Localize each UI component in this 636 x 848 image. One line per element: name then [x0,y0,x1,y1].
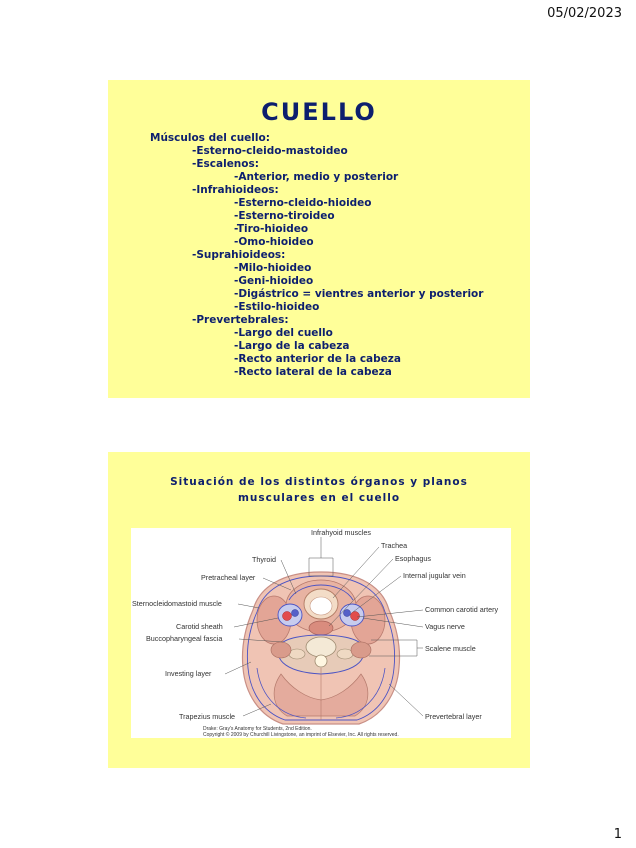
sub-list-item: -Esterno-cleido-hioideo [234,197,372,209]
slide-situacion [108,452,530,768]
list-item: -Infrahioideos: [192,184,279,196]
section-heading: Músculos del cuello: [150,132,270,144]
label-vagus-nerve: Vagus nerve [425,622,465,631]
slide-title [108,474,530,506]
figure-credit-line1: Drake: Gray's Anatomy for Students, 2nd Edition. [203,726,312,732]
scalene-left [271,642,291,658]
sub-list-item: -Omo-hioideo [234,236,314,248]
jugular-vein-left [292,610,299,617]
label-prevertebral-layer: Prevertebral layer [425,712,482,721]
slide-title-line2: musculares en el cuello [237,492,401,504]
page-number: 1 [613,827,622,842]
label-scalene-muscle: Scalene muscle [425,644,476,653]
sub-list-item: -Largo del cuello [234,327,333,339]
print-date: 05/02/2023 [547,6,622,21]
sub-list-item: -Esterno-tiroideo [234,210,335,222]
slide-cuello [108,80,530,398]
slide-title: CUELLO [261,98,377,126]
label-thyroid: Thyroid [252,555,276,564]
sub-list-item: -Milo-hioideo [234,262,312,274]
sub-list-item: -Recto lateral de la cabeza [234,366,392,378]
label-buccopharyngeal-fascia: Buccopharyngeal fascia [146,634,223,643]
vertebral-body [306,637,336,657]
esophagus [309,621,333,635]
neck-cross-section-figure [131,528,511,738]
figure-credit-line2: Copyright © 2009 by Churchill Livingstone, an imprint of Elsevier, Inc. All rights reserved. [203,732,399,738]
sub-list-item: -Recto anterior de la cabeza [234,353,401,365]
sub-list-item: -Largo de la cabeza [234,340,350,352]
trachea-lumen [310,597,332,615]
list-item: -Esterno-cleido-mastoideo [192,145,348,157]
carotid-artery-right [351,612,360,621]
label-common-carotid-artery: Common carotid artery [425,605,499,614]
label-sternocleidomastoid: Sternocleidomastoid muscle [132,599,222,608]
list-item: -Prevertebrales: [192,314,289,326]
label-trachea: Trachea [381,541,408,550]
jugular-vein-right [344,610,351,617]
label-internal-jugular-vein: Internal jugular vein [403,571,466,580]
label-investing-layer: Investing layer [165,669,212,678]
sub-list-item: -Tiro-hioideo [234,223,309,235]
carotid-artery-left [283,612,292,621]
sub-list-item: -Geni-hioideo [234,275,314,287]
list-item: -Suprahioideos: [192,249,286,261]
label-infrahyoid-muscles: Infrahyoid muscles [311,528,371,537]
slide-title-line1: Situación de los distintos órganos y planos [170,476,468,488]
scalene-right [351,642,371,658]
list-item: -Escalenos: [192,158,259,170]
neck-anatomy-diagram [131,528,511,738]
sub-list-item: -Anterior, medio y posterior [234,171,399,183]
label-esophagus: Esophagus [395,554,431,563]
sub-list-item: -Digástrico = vientres anterior y posterior [234,288,484,300]
label-trapezius-muscle: Trapezius muscle [179,712,236,721]
label-pretracheal-layer: Pretracheal layer [201,573,256,582]
spinal-canal [315,655,327,667]
label-carotid-sheath: Carotid sheath [176,622,223,631]
transverse-process-right [337,649,353,659]
transverse-process-left [289,649,305,659]
sub-list-item: -Estilo-hioideo [234,301,320,313]
